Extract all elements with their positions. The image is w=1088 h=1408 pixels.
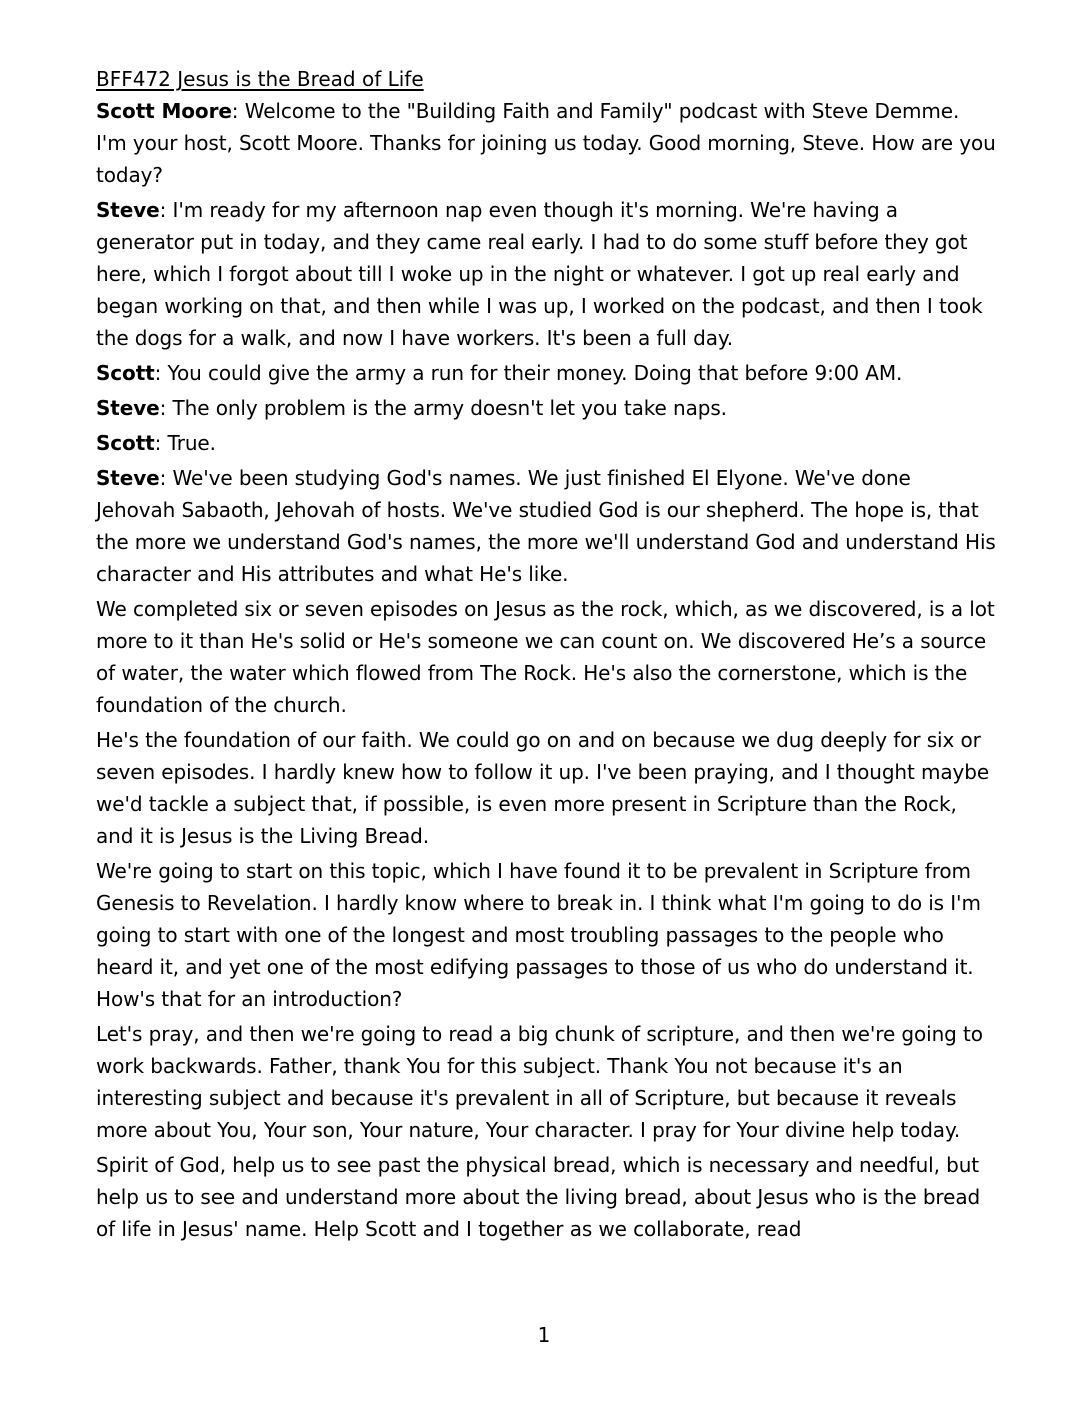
paragraph-text: We completed six or seven episodes on Jesus as the rock, which, as we discovered, is a lot more to it than He's solid or He's someone we can count on. We discovered He’s a source of water, the water which flowed from The Rock. He's also the cornerstone, which is the foundation of the church. [96, 597, 995, 717]
paragraph-text: : Welcome to the "Building Faith and Family" podcast with Steve Demme. I'm your host, Scott Moore. Thanks for joining us today. Good morning, Steve. How are you today? [96, 99, 996, 187]
speaker-name: Scott [96, 361, 155, 385]
document-page [96, 66, 996, 1248]
speaker-name: Scott Moore [96, 99, 232, 123]
speaker-name: Steve [96, 466, 160, 490]
paragraph-text: : The only problem is the army doesn't let you take naps. [159, 396, 727, 420]
paragraph-text: We're going to start on this topic, which I have found it to be prevalent in Scripture from Genesis to Revelation. I hardly know where to break in. I think what I'm going to do is I'm going to start with one of the longest and most troubling passages to the people who heard it, and yet one of the most edifying passages to those of us who do understand it. How's that for an introduction? [96, 859, 981, 1011]
paragraph-text: Let's pray, and then we're going to read a big chunk of scripture, and then we're going to work backwards. Father, thank You for this subject. Thank You not because it's an interesting subject and because it's prevalent in all of Scripture, but because it reveals more about You, Your son, Your nature, Your character. I pray for Your divine help today. [96, 1022, 983, 1142]
paragraph [96, 392, 996, 424]
page-number: 1 [537, 1323, 551, 1347]
speaker-name: Steve [96, 396, 160, 420]
paragraph [96, 95, 996, 191]
speaker-name: Steve [96, 198, 160, 222]
paragraph-text: : I'm ready for my afternoon nap even though it's morning. We're having a generator put in today, and they came real early. I had to do some stuff before they got here, which I forgot about till I woke up in the night or whatever. I got up real early and began working on that, and then while I was up, I worked on the podcast, and then I took the dogs for a walk, and now I have workers. It's been a full day. [96, 198, 983, 350]
paragraph [96, 462, 996, 590]
paragraph-text: : We've been studying God's names. We just finished El Elyone. We've done Jehovah Sabaoth, Jehovah of hosts. We've studied God is our shepherd. The hope is, that the more we understand God's names, the more we'll understand God and understand His character and His attributes and what He's like. [96, 466, 996, 586]
paragraph [96, 357, 996, 389]
paragraph [96, 1018, 996, 1146]
paragraph [96, 724, 996, 852]
speaker-name: Scott [96, 431, 155, 455]
paragraph [96, 427, 996, 459]
paragraph-text: : True. [154, 431, 216, 455]
paragraph-text: Spirit of God, help us to see past the physical bread, which is necessary and needful, but help us to see and understand more about the living bread, about Jesus who is the bread of life in Jesus' name. Help Scott and I together as we collaborate, read [96, 1153, 981, 1241]
paragraph-text: He's the foundation of our faith. We could go on and on because we dug deeply for six or seven episodes. I hardly knew how to follow it up. I've been praying, and I thought maybe we'd tackle a subject that, if possible, is even more present in Scripture than the Rock, and it is Jesus is the Living Bread. [96, 728, 990, 848]
paragraph-text: : You could give the army a run for their money. Doing that before 9:00 AM. [154, 361, 903, 385]
paragraph [96, 1149, 996, 1245]
paragraph [96, 593, 996, 721]
paragraph [96, 855, 996, 1015]
document-title: BFF472 Jesus is the Bread of Life [96, 67, 424, 91]
paragraph [96, 194, 996, 354]
